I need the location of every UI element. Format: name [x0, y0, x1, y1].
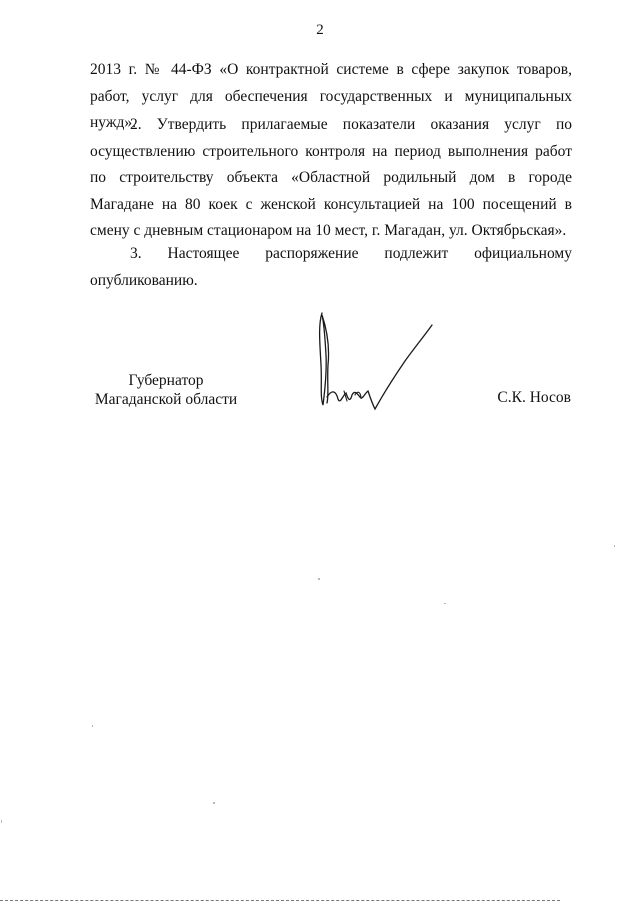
scan-speck — [213, 802, 215, 804]
signatory-title-line1: Губернатор — [128, 372, 204, 389]
signatory-name: С.К. Носов — [497, 389, 571, 406]
paragraph-continuation: 2013 г. № 44-ФЗ «О контрактной системе в сфере закупок товаров, работ, услуг для обеспечения государственных и муниципальных нужд». — [90, 61, 572, 131]
scan-speck — [444, 603, 446, 604]
page-number: 2 — [316, 22, 324, 38]
handwritten-signature — [300, 305, 450, 425]
scan-edge-line — [0, 900, 560, 901]
paragraph-item-3: 3. Настоящее распоряжение подлежит официальному опубликованию. — [90, 245, 572, 289]
scan-speck — [614, 545, 615, 547]
scan-speck — [318, 578, 320, 580]
signatory-title-line2: Магаданской области — [94, 391, 238, 408]
paragraph-item-2: 2. Утвердить прилагаемые показатели оказания услуг по осуществлению строительного контроля на период выполнения работ по строительству объекта «Областной родильный дом в городе Магадане на 80 коек с женской консультацией на 100 посещений в смену с дневным стационаром на 10 мест, г. Магадан, ул. Октябрьская». — [90, 116, 572, 239]
scan-speck — [92, 725, 93, 727]
signatory-title — [86, 371, 246, 409]
scan-speck — [1, 820, 2, 823]
